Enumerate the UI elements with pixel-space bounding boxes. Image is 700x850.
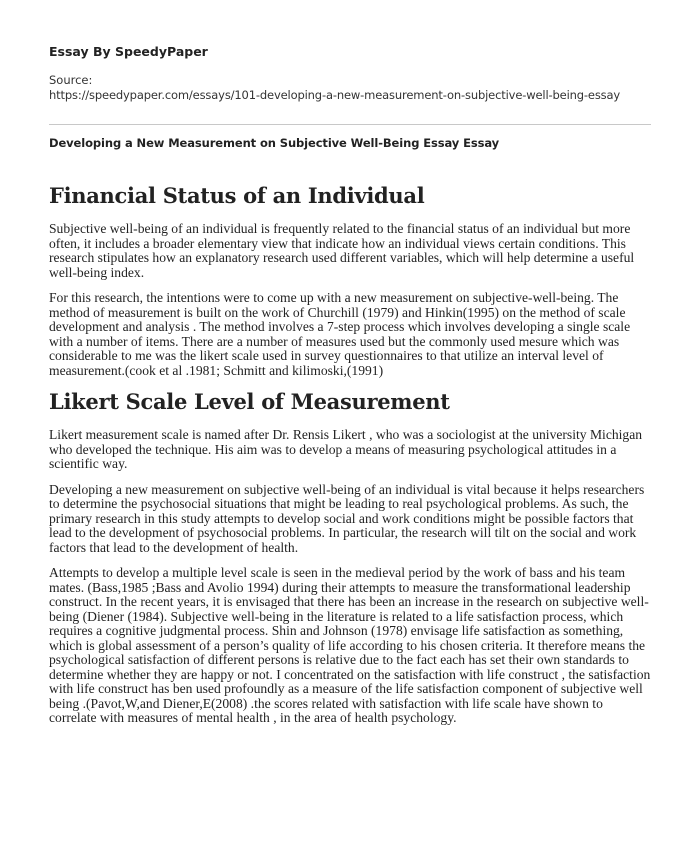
paragraph: For this research, the intentions were to come up with a new measurement on subjective-well-being. The method of measurement is built on the work of Churchill (1979) and Hinkin(1995) on the method of scale development and analysis . The method involves a 7-step process which involves developing a single scale with a number of items. There are a number of measures used but the commonly used mesure which was considerable to me was the likert scale used in survey questionnaires to that utilize an interval level of measurement.(cook et al .1981; Schmitt and kilimoski,(1991)	[49, 290, 631, 378]
paragraph: Likert measurement scale is named after Dr. Rensis Likert , who was a sociologist at the university Michigan who developed the technique. His aim was to develop a means of measuring psychological attitudes in a scientific way.	[49, 427, 643, 471]
source-url[interactable]: https://speedypaper.com/essays/101-developing-a-new-measurement-on-subjective-well-being-essay	[49, 88, 621, 102]
header-divider	[49, 124, 651, 125]
section-heading-likert-scale: Likert Scale Level of Measurement	[49, 389, 450, 414]
paragraph: Subjective well-being of an individual is frequently related to the financial status of an individual but more often, it includes a broader elementary view that indicate how an individual views certain conditions. This research stipulates how an explanatory research used different variables, which will help determine a useful well-being index.	[49, 221, 635, 280]
section-heading-financial-status: Financial Status of an Individual	[49, 183, 425, 208]
source-label: Source:	[49, 73, 93, 87]
brand-label: Essay By SpeedyPaper	[49, 44, 208, 59]
essay-body	[49, 183, 653, 737]
essay-title: Developing a New Measurement on Subjective Well-Being Essay Essay	[49, 136, 500, 150]
paragraph: Attempts to develop a multiple level scale is seen in the medieval period by the work of bass and his team mates. (Bass,1985 ;Bass and Avolio 1994) during their attempts to measure the transformational leadership construct. In the recent years, it is envisaged that there has been an increase in the research on subjective well-being (Diener (1984). Subjective well-being in the literature is related to a life satisfaction process, which requires a cognitive judgmental process. Shin and Johnson (1978) envisage life satisfaction as something, which is global assessment of a person’s quality of life according to his chosen criteria. It therefore means the psychological satisfaction of different persons is relative due to the fact each has set their own standards to determine whether they are happy or not. I concentrated on the satisfaction with life construct , the satisfaction with life construct has ben used profoundly as a measure of the life satisfaction component of subjective well being .(Pavot,W,and Diener,E(2008) .the scores related with satisfaction with life scale have shown to correlate with measures of mental health , in the area of health psychology.	[49, 565, 651, 725]
paragraph: Developing a new measurement on subjective well-being of an individual is vital because it helps researchers to determine the psychosocial situations that might be leading to real psychological problems. As such, the primary research in this study attempts to develop social and work conditions might be possible factors that lead to the development of psychosocial problems. In particular, the research will tilt on the social and work factors that lead to the development of health.	[49, 481, 645, 555]
